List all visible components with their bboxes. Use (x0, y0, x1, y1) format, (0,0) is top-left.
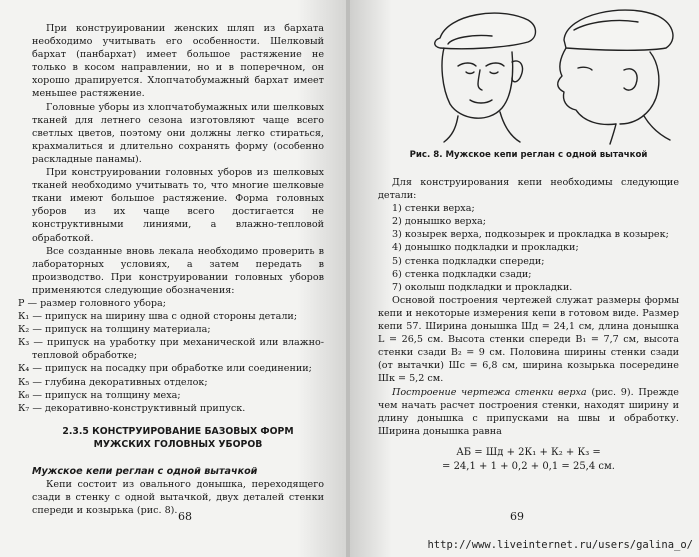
paragraph-patterns: Все созданные вновь лекала необходимо проверить в лабораторных условиях, а затем передать в производство. При конструировании головных уборов применяются следующие обозначения: (32, 245, 324, 296)
right-page (350, 0, 699, 557)
formula (378, 446, 679, 474)
list-item: 1) стенки верха; (392, 203, 475, 215)
formula-line-2: = 24,1 + 1 + 0,2 + 0,1 = 25,4 см. (442, 460, 615, 472)
paragraph-cotton: Головные уборы из хлопчатобумажных или шелковых тканей для летнего сезона изготовляют чаще всего светлых цветов, поэтому они должны легко стираться, крахмалиться и длительно сохранять форму (особенно раскладные панамы). (32, 101, 324, 165)
section-heading (32, 425, 324, 451)
figure-caption: Рис. 8. Мужское кепи реглан с одной вытачкой (409, 150, 648, 160)
list-item: 4) донышко подкладки и прокладки; (392, 242, 579, 254)
figure-svg (388, 0, 688, 146)
parts-list (378, 202, 679, 294)
side-view-head-drawing (558, 10, 673, 144)
figure-cap-illustrations (388, 0, 679, 146)
paragraph-velvet: При конструировании женских шляп из бархата необходимо учитывать его особенности. Шелковый бархат (панбархат) имеет большое растяжение не только в косом направлении, но и в поперечном, он хорошо драпируется. Хлопчатобумажный бархат имеет меньшее растяжение. (32, 23, 324, 100)
list-item: К₃ — припуск на уработку при механической или влажно-тепловой обработке; (18, 337, 324, 362)
paragraph-silk: При конструировании головных уборов из шелковых тканей необходимо учитывать то, что многие шелковые ткани имеют большое растяжение. Форма головных уборов из их чаще всего достигается не конструктивными линиями, а влажно-тепловой обработкой. (32, 167, 324, 244)
subheading: Мужское кепи реглан с одной вытачкой (32, 465, 258, 477)
page-number: 69 (510, 510, 524, 523)
paragraph-drafting (378, 386, 679, 438)
section-heading-line-2: МУЖСКИХ ГОЛОВНЫХ УБОРОВ (93, 438, 263, 450)
paragraph-measurements: Основой построения чертежей служат размеры формы кепи и некоторые измерения кепи в готовом виде. Размер кепи 57. Ширина донышка Шд = 24,1 см, длина донышка L = 26,5 см. Высота стенки спереди В₁ = 7,7 см, высота стенки сзади В₂ = 9 см. Половина ширины стенки сзади (от вытачки) Шс = 6,8 см, ширина козырька посередине Шк = 5,2 см. (378, 294, 679, 385)
symbol-list (18, 297, 324, 415)
list-item: К₁ — припуск на ширину шва с одной стороны детали; (18, 311, 298, 323)
paragraph-parts-intro: Для конструирования кепи необходимы следующие детали: (378, 177, 679, 202)
list-item: К₇ — декоративно-конструктивный припуск. (18, 402, 246, 414)
list-item: 6) стенка подкладки сзади; (392, 268, 532, 280)
list-item: 3) козырек верха, подкозырек и прокладка в козырек; (392, 229, 669, 241)
list-item: К₆ — припуск на толщину меха; (18, 389, 181, 401)
source-url-watermark: http://www.liveinternet.ru/users/galina_o/ (427, 539, 693, 551)
drafting-text: (рис. 9). Прежде чем начать расчет построения стенки, находят ширину и длину донышка с припусками на швы и обработку. Ширина донышка равна (378, 386, 679, 437)
list-item: 7) околыш подкладки и прокладки. (392, 281, 573, 293)
list-item: 5) стенка подкладки спереди; (392, 255, 545, 267)
formula-line-1: АБ = Шд + 2К₁ + К₂ + К₃ = (456, 446, 601, 458)
list-item: К₂ — припуск на толщину материала; (18, 324, 211, 336)
list-item: К₄ — припуск на посадку при обработке или соединении; (18, 363, 312, 375)
paragraph-cap-description: Кепи состоит из овального донышка, переходящего сзади в стенку с одной вытачкой, двух деталей стенки спереди и козырька (рис. 8). (32, 478, 324, 516)
drafting-lead-italic: Построение чертежа стенки верха (392, 386, 587, 398)
list-item: К₅ — глубина декоративных отделок; (18, 376, 208, 388)
section-heading-line-1: 2.3.5 КОНСТРУИРОВАНИЕ БАЗОВЫХ ФОРМ (62, 425, 294, 437)
page-number: 68 (178, 510, 192, 523)
front-view-head-drawing (435, 13, 536, 142)
list-item: Р — размер головного убора; (18, 297, 166, 309)
list-item: 2) донышко верха; (392, 216, 486, 228)
